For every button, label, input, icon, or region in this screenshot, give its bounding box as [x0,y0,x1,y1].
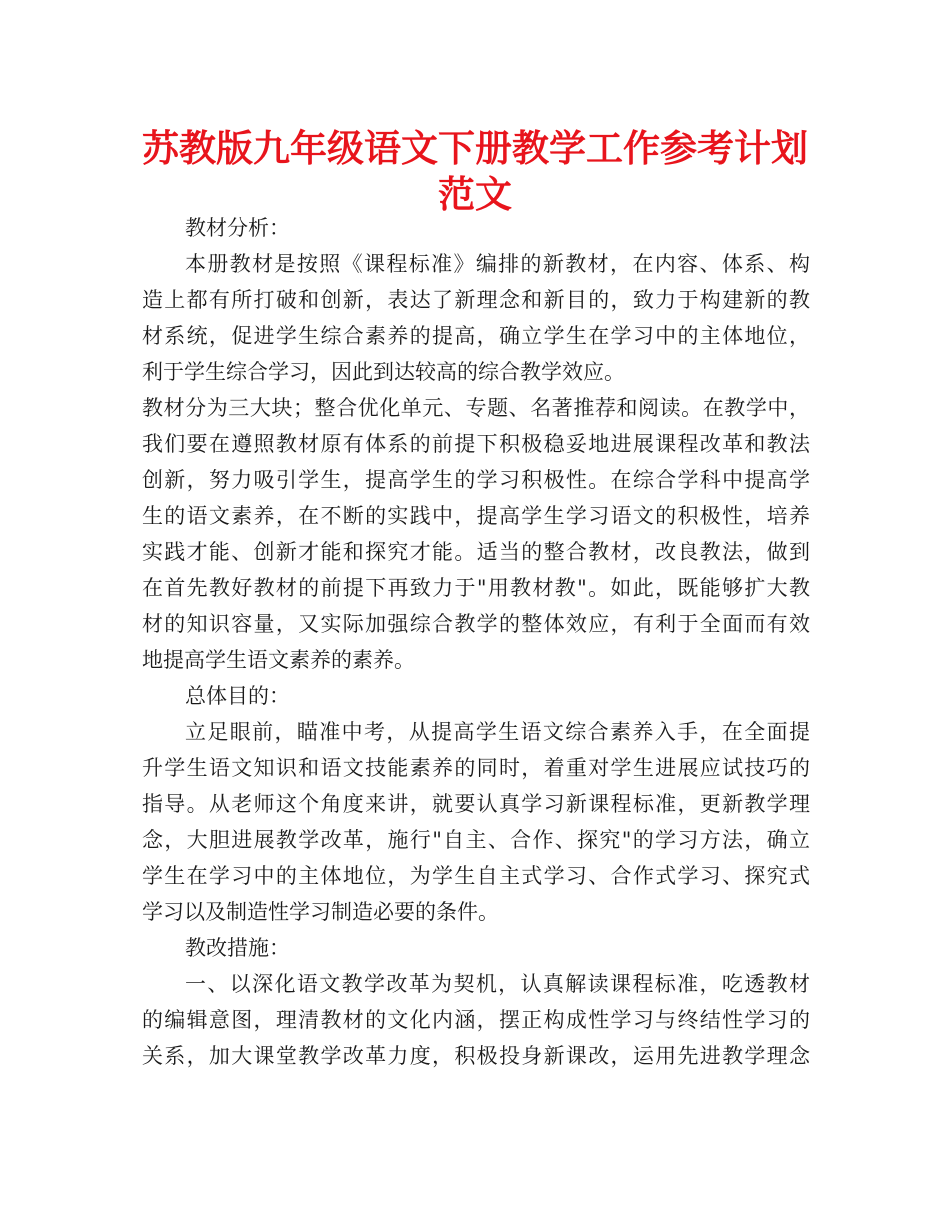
text-line: 造上都有所打破和创新，表达了新理念和新目的，致力于构建新的教 [142,288,810,312]
text-line: 创新，努力吸引学生，提高学生的学习积极性。在综合学科中提高学 [142,468,810,492]
text-line: 立足眼前，瞄准中考，从提高学生语文综合素养入手，在全面提 [185,720,810,744]
text-line: 地提高学生语文素养的素养。 [142,648,415,672]
section-heading-material-analysis: 教材分析： [185,216,290,240]
text-line: 一、以深化语文教学改革为契机，认真解读课程标准，吃透教材 [185,972,810,996]
text-line: 实践才能、创新才能和探究才能。适当的整合教材，改良教法，做到 [142,540,810,564]
text-line: 利于学生综合学习，因此到达较高的综合教学效应。 [142,360,625,384]
text-line: 材的知识容量，又实际加强综合教学的整体效应，有利于全面而有效 [142,612,810,636]
text-line: 升学生语文知识和语文技能素养的同时，着重对学生进展应试技巧的 [142,756,810,780]
section-heading-overall-goal: 总体目的： [185,684,290,708]
text-line: 学生在学习中的主体地位，为学生自主式学习、合作式学习、探究式 [142,864,810,888]
text-line: 我们要在遵照教材原有体系的前提下积极稳妥地进展课程改革和教法 [142,432,810,456]
text-line: 生的语文素养，在不断的实践中，提高学生学习语文的积极性，培养 [142,504,810,528]
text-line: 关系，加大课堂教学改革力度，积极投身新课改，运用先进教学理念 [142,1044,810,1068]
document-title-line-1: 苏教版九年级语文下册教学工作参考计划 [142,127,808,170]
text-line: 本册教材是按照《课程标准》编排的新教材，在内容、体系、构 [185,252,810,276]
text-line: 学习以及制造性学习制造必要的条件。 [142,900,499,924]
text-line: 在首先教好教材的前提下再致力于"用教材教"。如此，既能够扩大教 [142,576,810,600]
text-line: 材系统，促进学生综合素养的提高，确立学生在学习中的主体地位， [142,324,810,348]
text-line: 教材分为三大块；整合优化单元、专题、名著推荐和阅读。在教学中， [142,396,810,420]
document-title-line-2: 范文 [438,173,512,216]
text-line: 的编辑意图，理清教材的文化内涵，摆正构成性学习与终结性学习的 [142,1008,810,1032]
text-line: 念，大胆进展教学改革，施行"自主、合作、探究"的学习方法，确立 [142,828,810,852]
section-heading-reform-measures: 教改措施： [185,936,290,960]
text-line: 指导。从老师这个角度来讲，就要认真学习新课程标准，更新教学理 [142,792,810,816]
